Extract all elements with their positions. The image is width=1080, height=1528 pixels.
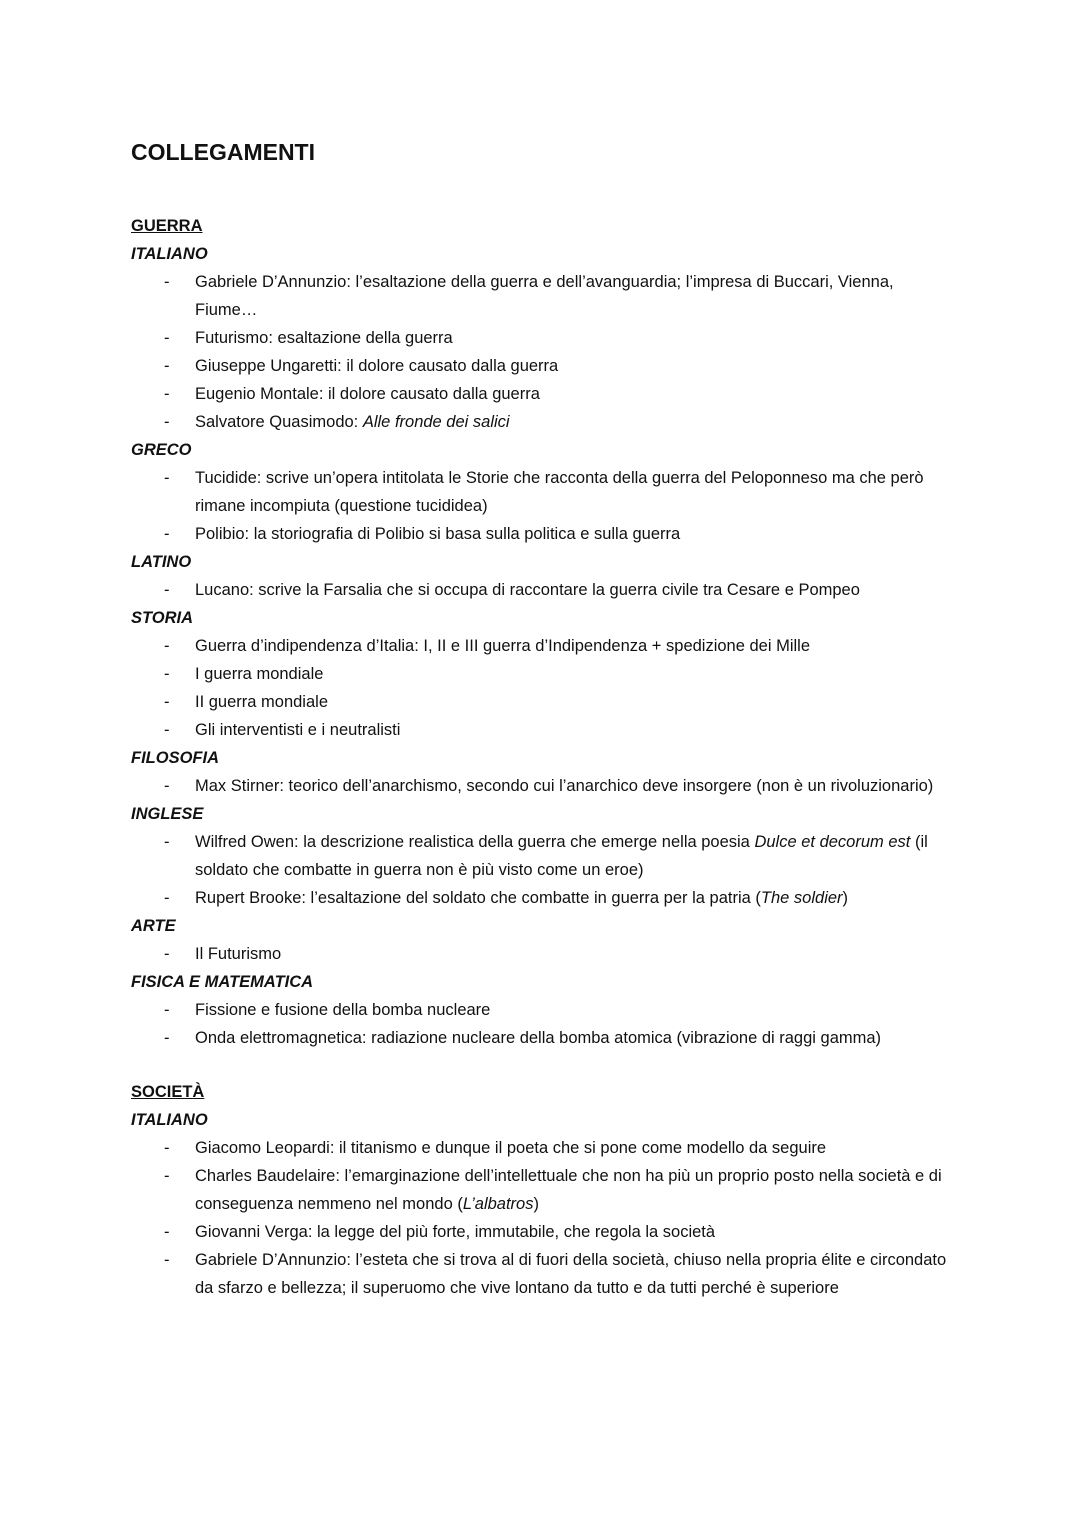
document-page [131,136,951,1302]
subject-heading: FILOSOFIA [131,749,219,767]
item-text: Tucidide: scrive un’opera intitolata le Storie che racconta della guerra del Peloponneso ma che però rimane incompiuta (questione tucididea) [195,469,924,515]
item-text: Gli interventisti e i neutralisti [195,721,401,739]
subject-heading: ARTE [131,917,176,935]
bullet-dash: - [164,833,170,851]
bullet-dash: - [164,945,170,963]
bullet-dash: - [164,637,170,655]
item-text: Onda elettromagnetica: radiazione nucleare della bomba atomica (vibrazione di raggi gamma) [195,1029,882,1047]
list-item [131,380,951,408]
item-text: II guerra mondiale [195,693,328,711]
list-item [131,576,951,604]
bullet-dash: - [164,273,170,291]
bullet-dash: - [164,1139,170,1157]
list-item [131,464,951,520]
bullet-dash: - [164,777,170,795]
item-text: Salvatore Quasimodo: [195,413,363,431]
bullet-dash: - [164,469,170,487]
item-text: Giovanni Verga: la legge del più forte, immutabile, che regola la società [195,1223,716,1241]
list-item [131,632,951,660]
bullet-dash: - [164,581,170,599]
bullet-dash: - [164,525,170,543]
bullet-list [131,632,951,744]
item-text: Polibio: la storiografia di Polibio si basa sulla politica e sulla guerra [195,525,681,543]
italic-title: Dulce et decorum est [754,833,911,851]
bullet-list [131,828,951,912]
section-heading: SOCIETÀ [131,1083,205,1101]
bullet-dash: - [164,385,170,403]
list-item [131,324,951,352]
section-guerra [131,212,951,1052]
item-text: ) [842,889,849,907]
item-text: Eugenio Montale: il dolore causato dalla guerra [195,385,540,403]
item-text: Fissione e fusione della bomba nucleare [195,1001,491,1019]
list-item [131,408,951,436]
subject-heading: ITALIANO [131,1111,208,1129]
list-item [131,1162,951,1218]
list-item [131,716,951,744]
subject-heading: ITALIANO [131,245,208,263]
subject-heading: FISICA E MATEMATICA [131,973,314,991]
list-item [131,1134,951,1162]
item-text: (il soldato che combatte in guerra non è più visto come un eroe) [195,833,928,879]
item-text: Lucano: scrive la Farsalia che si occupa di raccontare la guerra civile tra Cesare e Pompeo [195,581,860,599]
bullet-dash: - [164,1001,170,1019]
item-text: Il Futurismo [195,945,282,963]
list-item [131,660,951,688]
item-text: Giuseppe Ungaretti: il dolore causato dalla guerra [195,357,559,375]
sections-container [131,212,951,1302]
list-item [131,352,951,380]
list-item [131,688,951,716]
section-heading: GUERRA [131,217,203,235]
italic-title: L’albatros [462,1195,534,1213]
item-text: Wilfred Owen: la descrizione realistica della guerra che emerge nella poesia [195,833,755,851]
bullet-dash: - [164,357,170,375]
list-item [131,520,951,548]
item-text: I guerra mondiale [195,665,324,683]
subject-heading: LATINO [131,553,192,571]
list-item [131,1218,951,1246]
bullet-dash: - [164,1251,170,1269]
bullet-dash: - [164,413,170,431]
bullet-dash: - [164,665,170,683]
item-text: Rupert Brooke: l’esaltazione del soldato che combatte in guerra per la patria ( [195,889,761,907]
list-item [131,940,951,968]
page-title: COLLEGAMENTI [131,139,315,165]
item-text: Gabriele D’Annunzio: l’esaltazione della guerra e dell’avanguardia; l’impresa di Buccari, Vienna, Fiume… [195,273,894,319]
italic-title: Alle fronde dei salici [362,413,510,431]
bullet-dash: - [164,1029,170,1047]
item-text: Futurismo: esaltazione della guerra [195,329,453,347]
bullet-list [131,268,951,436]
bullet-dash: - [164,1223,170,1241]
bullet-dash: - [164,329,170,347]
list-item [131,772,951,800]
bullet-dash: - [164,721,170,739]
subject-heading: STORIA [131,609,194,627]
bullet-dash: - [164,693,170,711]
item-text: Max Stirner: teorico dell’anarchismo, secondo cui l’anarchico deve insorgere (non è un rivoluzionario) [195,777,934,795]
item-text: Guerra d’indipendenza d’Italia: I, II e III guerra d’Indipendenza + spedizione dei Mille [195,637,811,655]
bullet-list [131,996,951,1052]
item-text: Gabriele D’Annunzio: l’esteta che si trova al di fuori della società, chiuso nella propria élite e circondato da sfarzo e bellezza; il superuomo che vive lontano da tutto e da tutti perché è superiore [195,1251,947,1297]
bullet-list [131,464,951,548]
bullet-list [131,576,951,604]
item-text: Giacomo Leopardi: il titanismo e dunque il poeta che si pone come modello da seguire [195,1139,827,1157]
bullet-dash: - [164,889,170,907]
list-item [131,996,951,1024]
italic-title: The soldier [760,889,843,907]
list-item [131,1246,951,1302]
bullet-list [131,940,951,968]
list-item [131,268,951,324]
list-item [131,828,951,884]
bullet-list [131,1134,951,1302]
item-text: ) [533,1195,539,1213]
subject-heading: INGLESE [131,805,204,823]
list-item [131,1024,951,1052]
subject-heading: GRECO [131,441,192,459]
bullet-list [131,772,951,800]
section-societ- [131,1078,951,1302]
bullet-dash: - [164,1167,170,1185]
item-text: Charles Baudelaire: l’emarginazione dell’intellettuale che non ha più un proprio posto nella società e di conseguenza nemmeno nel mondo ( [195,1167,942,1213]
list-item [131,884,951,912]
